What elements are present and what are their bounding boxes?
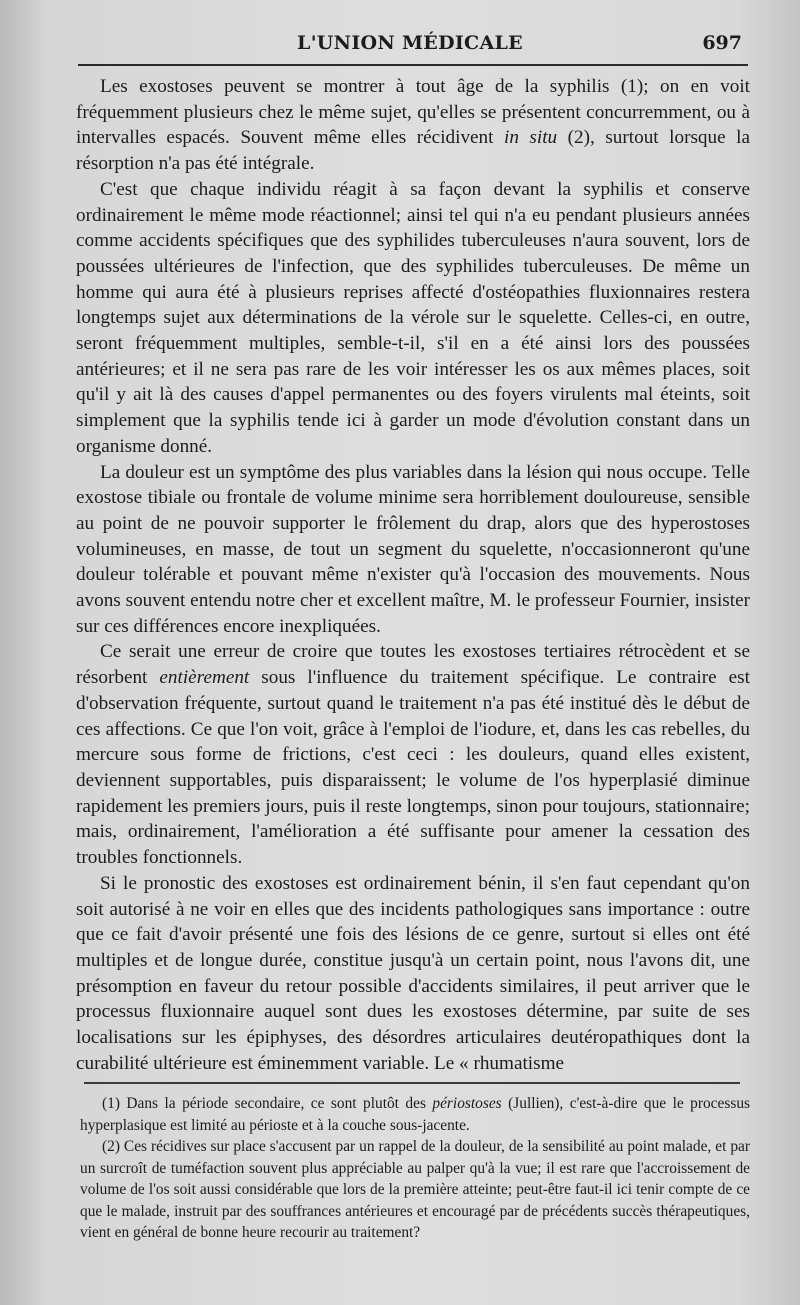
page-number: 697 <box>702 32 742 54</box>
paragraph-1-text-b: (2), surtout lorsque la résorption n'a pas été intégrale. <box>76 127 750 175</box>
paragraph-4-text-a: Ce serait une erreur de croire que toutes les exostoses tertiaires rétrocèdent et se résorbent <box>76 641 750 689</box>
paragraph-1 <box>76 74 750 177</box>
paragraph-4-text-b: sous l'influence du traitement spécifique. Le contraire est d'observation fréquente, surtout quand le traitement n'a pas été institué dès le début de ces affections. Ce que l'on voit, grâce à l'emploi de l'iodure, et, dans les cas rebelles, du mercure sous forme de frictions, c'est ceci : les douleurs, quand elles existent, deviennent supportables, puis disparaissent; le volume de l'os hyperplasié diminue rapidement les premiers jours, puis il reste longtemps, sinon pour toujours, stationnaire; mais, ordinairement, l'amélioration a été suffisante pour amener la cessation des troubles fonctionnels. <box>76 667 750 869</box>
footnote-1-italic: périostoses <box>432 1095 502 1112</box>
footnote-rule <box>84 1082 740 1084</box>
body-text <box>76 74 750 1076</box>
paragraph-3: La douleur est un symptôme des plus variables dans la lésion qui nous occupe. Telle exostose tibiale ou frontale de volume minime sera horriblement douloureuse, sensible au point de ne pouvoir supporter le frôlement du drap, alors que des hyperostoses volumineuses, en masse, de tout un segment du squelette, n'occasionneront qu'une douleur tolérable et pouvant même n'exister qu'à l'occasion des mouvements. Nous avons souvent entendu notre cher et excellent maître, M. le professeur Fournier, insister sur ces différences encore inexpliquées. <box>76 461 750 637</box>
paragraph-1-italic: in situ <box>504 127 558 149</box>
page-header <box>78 28 742 58</box>
footnote-1-text-b: (Jullien), c'est-à-dire que le processus hyperplasique est limité au périoste et à la couche sous-jacente. <box>80 1095 751 1134</box>
footnote-1 <box>80 1093 750 1136</box>
footnotes <box>80 1093 750 1244</box>
header-rule <box>78 64 748 66</box>
footnote-2: (2) Ces récidives sur place s'accusent par un rappel de la douleur, de la sensibilité au point malade, et par un surcroît de tuméfaction souvent plus appréciable au palper qu'à la vue; il est rare que l'accroissement de volume de l'os soit aussi considérable que lors de la première atteinte; peut-être faut-il ici tenir compte de ce que le malade, instruit par des souffrances antérieures et encouragé par de précédents succès thérapeutiques, vient en général de bonne heure recourir au traitement? <box>80 1138 750 1241</box>
paragraph-4-italic: entièrement <box>159 667 250 689</box>
footnote-1-text-a: (1) Dans la période secondaire, ce sont plutôt des <box>102 1095 433 1112</box>
paragraph-2: C'est que chaque individu réagit à sa façon devant la syphilis et conserve ordinairement le même mode réactionnel; ainsi tel qui n'a eu pendant plusieurs années comme accidents spécifiques que des syphilides tuberculeuses n'aura souvent, lors de poussées ultérieures de l'infection, que des syphilides tuberculeuses. De même un homme qui aura été à plusieurs reprises affecté d'ostéopathies fluxionnaires restera longtemps sujet aux déterminations de la vérole sur le squelette. Celles-ci, en outre, seront fréquemment multiples, semble-t-il, s'il en a été ainsi lors des poussées antérieures; et il ne sera pas rare de les voir intéresser les os aux mêmes places, soit qu'il y ait là des causes d'appel permanentes ou des foyers virulents mal éteints, soit simplement que la syphilis tende ici à garder un mode d'évolution constant dans un organisme donné. <box>76 178 750 457</box>
paragraph-1-text-a: Les exostoses peuvent se montrer à tout âge de la syphilis (1); on en voit fréquemment plusieurs chez le même sujet, qu'elles se présentent concurremment, ou à intervalles espacés. Souvent même elles récidivent <box>76 76 750 149</box>
paragraph-5: Si le pronostic des exostoses est ordinairement bénin, il s'en faut cependant qu'on soit autorisé à ne voir en elles que des incidents pathologiques sans importance : outre que ce fait d'avoir présenté une fois des lésions de ce genre, surtout si elles ont été multiples et de longue durée, constitue jusqu'à un certain point, nous l'avons dit, une présomption en faveur du retour possible d'accidents similaires, il peut arriver que le processus fluxionnaire auquel sont dues les exostoses détermine, par suite de ses localisations sur les épiphyses, des désordres articulaires deutéropathiques dont la curabilité ultérieure est éminemment variable. Le « rhumatisme <box>76 872 750 1074</box>
running-title: L'UNION MÉDICALE <box>297 32 523 54</box>
paragraph-4 <box>76 639 750 870</box>
